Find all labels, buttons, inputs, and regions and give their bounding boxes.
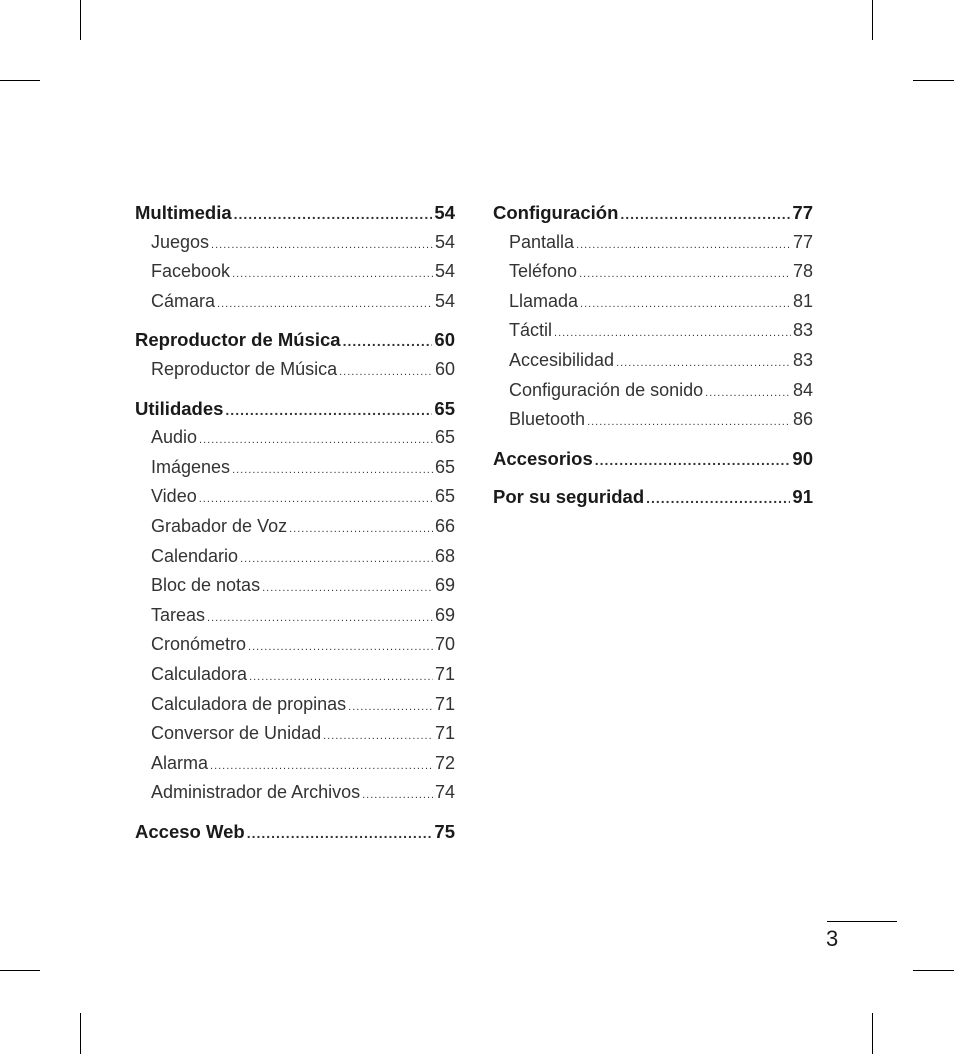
toc-entry-title: Reproductor de Música <box>135 329 341 351</box>
page-number-rule <box>827 921 897 922</box>
toc-column-left <box>135 198 455 855</box>
dot-leader <box>262 574 433 604</box>
toc-entry-page: 69 <box>434 575 455 596</box>
dot-leader <box>576 231 791 261</box>
toc-entry-title: Configuración <box>493 202 619 223</box>
toc-entry-title: Calculadora <box>151 663 248 684</box>
dot-leader <box>554 319 791 349</box>
toc-entry-title: Administrador de Archivos <box>151 782 361 803</box>
toc-entry-page: 71 <box>434 693 455 714</box>
toc-entry-page: 71 <box>434 663 455 684</box>
dot-leader <box>199 426 433 456</box>
toc-entry-page: 90 <box>792 447 813 469</box>
toc-entry-title: Calendario <box>151 545 239 566</box>
toc-subentry[interactable] <box>135 601 455 631</box>
toc-section-heading[interactable] <box>135 394 455 424</box>
toc-entry-title: Accesibilidad <box>509 349 615 370</box>
toc-subentry[interactable] <box>135 660 455 690</box>
toc-entry-page: 74 <box>434 782 455 803</box>
toc-entry-title: Calculadora de propinas <box>151 693 347 714</box>
dot-leader <box>225 396 432 426</box>
toc-section-heading[interactable] <box>135 198 455 228</box>
toc-subentry[interactable] <box>135 749 455 779</box>
dot-leader <box>579 260 791 290</box>
toc-section <box>135 325 455 384</box>
toc-entry-page: 70 <box>434 634 455 655</box>
toc-subentry[interactable] <box>493 405 813 435</box>
dot-leader <box>323 722 433 752</box>
toc-entry-page: 83 <box>792 349 813 370</box>
toc-subentry[interactable] <box>493 287 813 317</box>
toc-subentry[interactable] <box>135 719 455 749</box>
dot-leader <box>348 693 433 723</box>
crop-mark <box>80 0 81 40</box>
toc-entry-title: Conversor de Unidad <box>151 723 322 744</box>
toc-entry-title: Pantalla <box>509 231 575 252</box>
toc-subentry[interactable] <box>493 228 813 258</box>
toc-entry-page: 69 <box>434 604 455 625</box>
toc-subentry[interactable] <box>135 630 455 660</box>
dot-leader <box>248 633 433 663</box>
toc-subentry[interactable] <box>135 228 455 258</box>
toc-subentry[interactable] <box>135 690 455 720</box>
dot-leader <box>211 231 433 261</box>
toc-entry-page: 83 <box>792 320 813 341</box>
toc-entry-page: 60 <box>434 329 455 351</box>
dot-leader <box>247 819 433 849</box>
toc-entry-page: 54 <box>434 261 455 282</box>
crop-mark <box>872 0 873 40</box>
toc-subentry[interactable] <box>493 376 813 406</box>
toc-subentry[interactable] <box>493 257 813 287</box>
toc-entry-page: 86 <box>792 409 813 430</box>
dot-leader <box>339 358 433 388</box>
toc-entry-title: Grabador de Voz <box>151 515 288 536</box>
toc-entry-page: 77 <box>792 202 813 223</box>
crop-mark <box>872 1013 873 1054</box>
toc-subentry[interactable] <box>135 287 455 317</box>
dot-leader <box>362 781 433 811</box>
toc-column-right <box>493 198 813 521</box>
toc-section-heading[interactable] <box>493 198 813 228</box>
dot-leader <box>249 663 433 693</box>
toc-entry-page: 60 <box>434 358 455 379</box>
toc-entry-page: 65 <box>434 486 455 507</box>
toc-entry-title: Juegos <box>151 231 210 252</box>
page-number: 3 <box>826 926 839 951</box>
dot-leader <box>646 484 790 514</box>
dot-leader <box>705 379 791 409</box>
toc-entry-title: Facebook <box>151 261 231 282</box>
toc-entry-title: Cronómetro <box>151 634 247 655</box>
crop-mark <box>0 80 40 81</box>
dot-leader <box>217 290 433 320</box>
toc-subentry[interactable] <box>135 257 455 287</box>
toc-entry-page: 91 <box>792 486 813 508</box>
toc-entry-page: 54 <box>434 231 455 252</box>
toc-entry-title: Táctil <box>509 320 553 341</box>
toc-entry-page: 77 <box>792 231 813 252</box>
toc-subentry[interactable] <box>135 482 455 512</box>
crop-mark <box>0 970 40 971</box>
toc-entry-title: Utilidades <box>135 397 224 419</box>
dot-leader <box>343 327 433 357</box>
dot-leader <box>232 260 433 290</box>
toc-section-heading[interactable] <box>135 817 455 847</box>
toc-entry-page: 68 <box>434 545 455 566</box>
toc-subentry[interactable] <box>135 423 455 453</box>
dot-leader <box>234 200 433 230</box>
toc-entry-page: 71 <box>434 723 455 744</box>
toc-entry-title: Multimedia <box>135 202 232 223</box>
toc-entry-title: Tareas <box>151 604 206 625</box>
toc-section-heading[interactable] <box>493 482 813 512</box>
dot-leader <box>580 290 791 320</box>
toc-subentry[interactable] <box>135 778 455 808</box>
toc-entry-title: Accesorios <box>493 447 593 469</box>
dot-leader <box>616 349 791 379</box>
toc-entry-title: Acceso Web <box>135 820 245 842</box>
dot-leader <box>595 446 791 476</box>
toc-section-heading[interactable] <box>493 444 813 474</box>
toc-section <box>135 394 455 808</box>
toc-entry-title: Cámara <box>151 290 216 311</box>
crop-mark <box>913 970 954 971</box>
toc-section <box>493 444 813 474</box>
toc-entry-page: 65 <box>434 456 455 477</box>
toc-entry-page: 78 <box>792 261 813 282</box>
toc-subentry[interactable] <box>493 346 813 376</box>
dot-leader <box>240 545 433 575</box>
dot-leader <box>199 485 433 515</box>
toc-section <box>135 198 455 316</box>
toc-entry-title: Bloc de notas <box>151 575 261 596</box>
dot-leader <box>587 408 791 438</box>
toc-entry-page: 66 <box>434 515 455 536</box>
toc-entry-title: Llamada <box>509 290 579 311</box>
toc-entry-page: 54 <box>434 202 455 223</box>
toc-subentry[interactable] <box>135 453 455 483</box>
toc-entry-title: Imágenes <box>151 456 231 477</box>
dot-leader <box>289 515 433 545</box>
toc-entry-title: Audio <box>151 427 198 448</box>
toc-entry-title: Video <box>151 486 197 507</box>
crop-mark <box>913 80 954 81</box>
toc-entry-title: Teléfono <box>509 261 578 282</box>
dot-leader <box>210 752 433 782</box>
dot-leader <box>207 604 433 634</box>
toc-subentry[interactable] <box>135 542 455 572</box>
dot-leader <box>620 200 790 230</box>
toc-entry-title: Por su seguridad <box>493 486 645 508</box>
toc-subentry[interactable] <box>135 355 455 385</box>
toc-section-heading[interactable] <box>135 325 455 355</box>
toc-entry-title: Configuración de sonido <box>509 379 704 400</box>
toc-entry-page: 75 <box>434 820 455 842</box>
toc-entry-title: Alarma <box>151 752 209 773</box>
dot-leader <box>232 456 433 486</box>
toc-entry-page: 65 <box>434 397 455 419</box>
toc-subentry[interactable] <box>493 316 813 346</box>
toc-entry-page: 54 <box>434 290 455 311</box>
toc-entry-title: Bluetooth <box>509 409 586 430</box>
toc-entry-page: 81 <box>792 290 813 311</box>
toc-section <box>135 817 455 847</box>
toc-entry-page: 72 <box>434 752 455 773</box>
toc-entry-page: 84 <box>792 379 813 400</box>
toc-entry-page: 65 <box>434 427 455 448</box>
toc-section <box>493 198 813 435</box>
toc-section <box>493 482 813 512</box>
toc-subentry[interactable] <box>135 571 455 601</box>
toc-subentry[interactable] <box>135 512 455 542</box>
toc-entry-title: Reproductor de Música <box>151 358 338 379</box>
crop-mark <box>80 1013 81 1054</box>
